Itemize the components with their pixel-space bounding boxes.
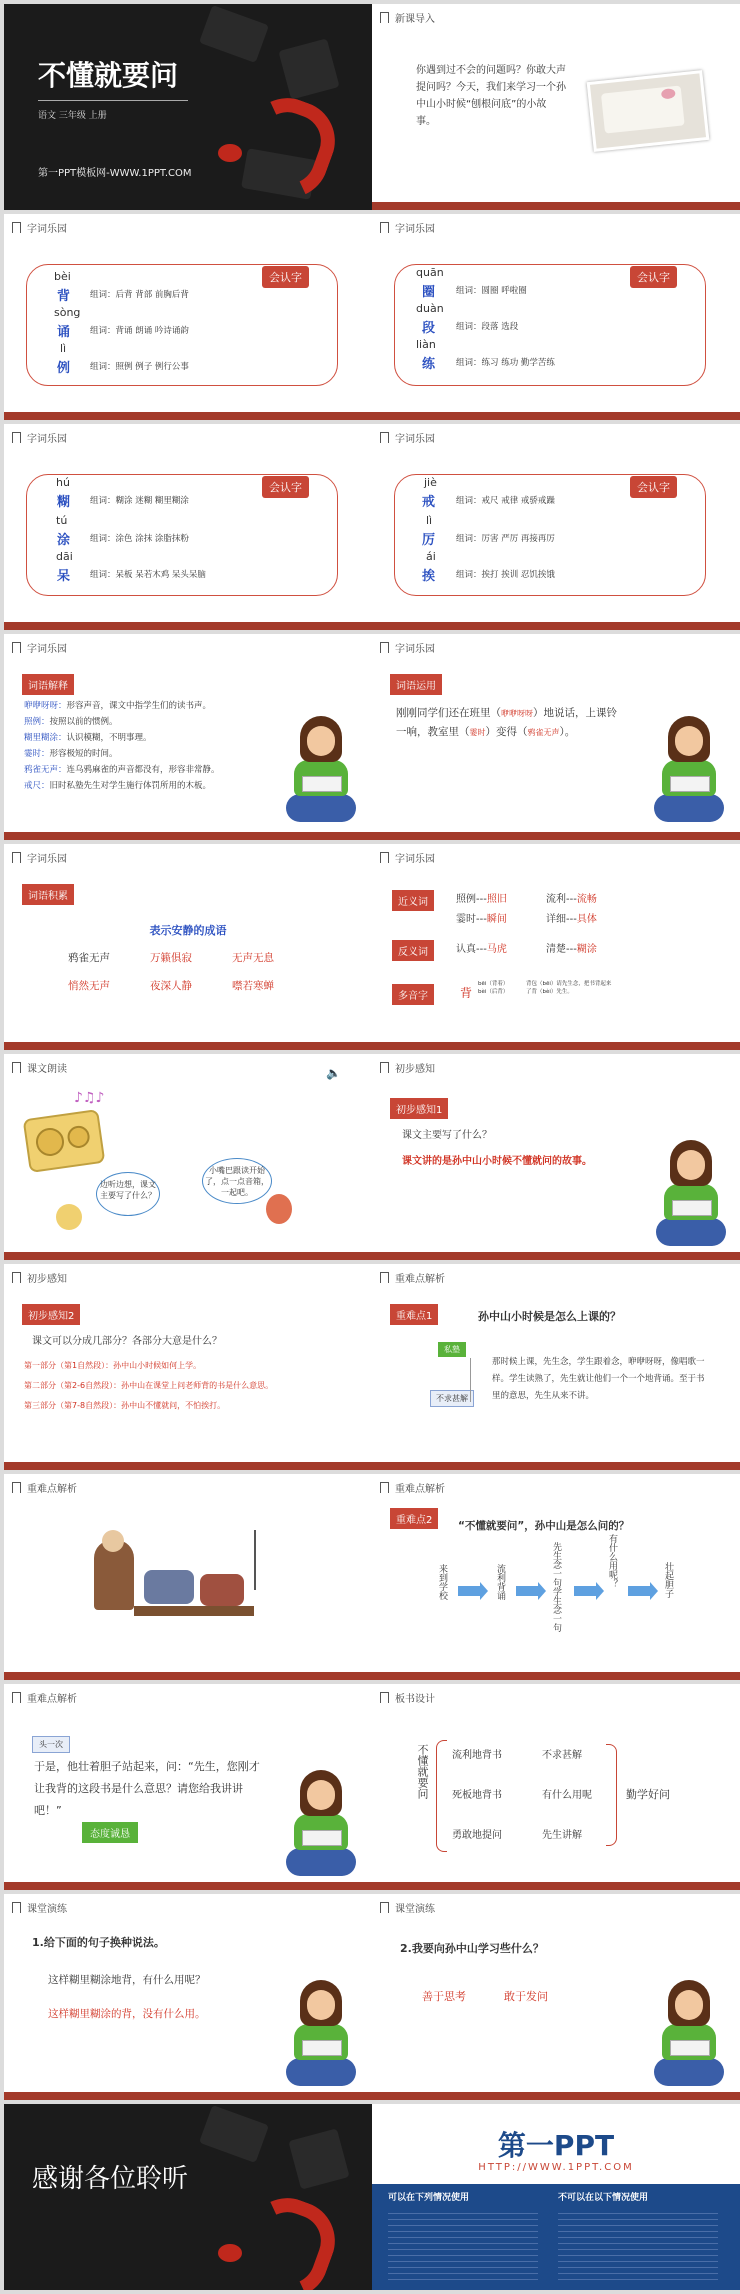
hanzi: 涂 <box>57 533 71 548</box>
slide-title[interactable] <box>4 4 372 210</box>
board-right: 有什么用呢 <box>542 1790 592 1801</box>
word-group: 组词：挨打 挨训 忍饥挨饿 <box>456 570 555 580</box>
flow-step: 来到学校 <box>437 1564 447 1600</box>
slide-header: 字词乐园 <box>380 220 435 235</box>
slide-key-quote[interactable] <box>4 1684 372 1890</box>
question-mark-icon <box>230 2187 346 2290</box>
section-tag: 重难点1 <box>390 1304 438 1325</box>
reading-girl-image <box>656 1140 726 1250</box>
flow-arrow-icon <box>458 1586 480 1596</box>
info-band <box>372 2184 740 2290</box>
word-group: 组词：背诵 朗诵 吟诗诵韵 <box>90 326 189 336</box>
pinyin: tú <box>56 514 68 527</box>
bookmark-icon <box>380 1692 389 1703</box>
board-title: 不懂就要问 <box>416 1744 429 1799</box>
pinyin: liàn <box>416 338 436 351</box>
synonym-pair: 照例---照旧 <box>456 894 507 905</box>
board-left: 流利地背书 <box>452 1750 502 1761</box>
hanzi: 厉 <box>422 533 436 548</box>
reading-girl-image <box>654 1980 724 2090</box>
polyphone-examples: 背包（bēi）请先生念，把书背起来 了背（bèi）先生。 <box>526 981 612 995</box>
synonym-tag: 近义词 <box>392 890 434 911</box>
slide-header: 重难点解析 <box>380 1480 445 1495</box>
slide-footer-bar <box>372 2092 740 2100</box>
antonym-pair: 清楚---糊涂 <box>546 944 597 955</box>
bookmark-icon <box>380 1482 389 1493</box>
bookmark-icon <box>380 642 389 653</box>
question: 孙中山小时候是怎么上课的？ <box>478 1310 621 1323</box>
flow-arrow-icon <box>574 1586 596 1596</box>
exercise-question: 1.给下面的句子换种说法。 <box>32 1936 165 1949</box>
slide-header: 字词乐园 <box>12 850 67 865</box>
forbidden-heading: 不可以在以下情况使用 <box>558 2193 649 2203</box>
idiom: 噤若寒蝉 <box>232 980 274 992</box>
slide-footer-bar <box>372 622 740 630</box>
slide-synonyms[interactable] <box>372 844 740 1050</box>
slide-header: 重难点解析 <box>12 1480 77 1495</box>
flow-arrow-icon <box>628 1586 650 1596</box>
badge: 会认字 <box>262 266 309 288</box>
bookmark-icon <box>380 1902 389 1913</box>
attitude-tag: 态度诚恳 <box>82 1822 138 1843</box>
slide-header: 课堂演练 <box>12 1900 67 1915</box>
cartoon-fruit-image <box>56 1204 82 1230</box>
slide-footer-bar <box>372 1042 740 1050</box>
label-tag: 不求甚解 <box>430 1390 474 1407</box>
slide-definitions[interactable] <box>4 634 372 840</box>
bookmark-icon <box>380 1272 389 1283</box>
badge: 会认字 <box>262 476 309 498</box>
slide-chars-3[interactable] <box>4 424 372 630</box>
word-group: 组词：圆圈 呼啦圈 <box>456 286 527 296</box>
slide-footer-bar <box>372 1672 740 1680</box>
slide-footer-bar <box>4 1882 372 1890</box>
part-summary: 第一部分（第1自然段）：孙中山小时候如何上学。 <box>24 1361 202 1370</box>
slide-intro[interactable] <box>372 4 740 210</box>
slide-footer-bar <box>372 1252 740 1260</box>
slide-illustration[interactable] <box>4 1474 372 1680</box>
hanzi: 圈 <box>422 285 436 300</box>
hanzi: 例 <box>57 361 71 376</box>
bookmark-icon <box>12 1272 21 1283</box>
section-tag: 重难点2 <box>390 1508 438 1529</box>
slide-footer-bar <box>372 832 740 840</box>
slide-idioms[interactable] <box>4 844 372 1050</box>
flow-step: 流利背诵 <box>495 1564 505 1600</box>
bookmark-icon <box>380 432 389 443</box>
definition-item: 鸦雀无声：连乌鸦麻雀的声音都没有，形容非常静。 <box>24 765 220 775</box>
bookmark-icon <box>12 1902 21 1913</box>
slide-footer-bar <box>4 412 372 420</box>
slide-footer-bar <box>4 1672 372 1680</box>
section-tag: 词语积累 <box>22 884 74 905</box>
definition-item: 照例：按照以前的惯例。 <box>24 717 118 727</box>
rewritten-sentence: 这样糊里糊涂的背，没有什么用。 <box>48 2008 206 2020</box>
slide-key-point-2[interactable] <box>372 1474 740 1680</box>
reading-girl-image <box>286 1980 356 2090</box>
bookmark-icon <box>12 1482 21 1493</box>
bookmark-icon <box>380 1062 389 1073</box>
slide-word-usage[interactable] <box>372 634 740 840</box>
question-dot-icon <box>218 2244 242 2262</box>
pinyin: lì <box>426 514 433 527</box>
definition-list <box>24 698 274 794</box>
title-divider <box>38 100 188 101</box>
slide-header: 板书设计 <box>380 1690 435 1705</box>
question-dot-icon <box>218 144 242 162</box>
pinyin: lì <box>60 342 67 355</box>
hanzi: 挨 <box>422 569 436 584</box>
thanks-title: 感谢各位聆听 <box>32 2164 189 2194</box>
slide-first-impression-2[interactable] <box>4 1264 372 1470</box>
board-right: 不求甚解 <box>542 1750 582 1761</box>
idiom-subtitle: 表示安静的成语 <box>149 924 227 937</box>
thought-bubble: 边听边想，课文主要写了什么？ <box>96 1172 160 1216</box>
music-notes-icon: ♪♫♪ <box>74 1090 105 1106</box>
slide-footer-bar <box>4 1042 372 1050</box>
badge: 会认字 <box>630 266 677 288</box>
idiom: 鸦雀无声 <box>68 952 110 964</box>
brand-logo: 第一PPT <box>497 2129 615 2162</box>
board-right: 先生讲解 <box>542 1830 582 1841</box>
allowed-list <box>388 2208 538 2284</box>
word-group: 组词：涂色 涂抹 涂脂抹粉 <box>90 534 189 544</box>
label-tag: 私塾 <box>438 1342 466 1357</box>
slide-header: 初步感知 <box>12 1270 67 1285</box>
definition-item: 糊里糊涂：认识模糊，不明事理。 <box>24 733 152 743</box>
slide-footer-bar <box>4 2092 372 2100</box>
slide-header: 新课导入 <box>380 10 435 25</box>
answer: 敢于发问 <box>504 1990 548 2003</box>
slide-header: 初步感知 <box>380 1060 435 1075</box>
section-tag: 词语运用 <box>390 674 442 695</box>
word-group: 组词：厉害 严厉 再接再厉 <box>456 534 555 544</box>
bookmark-icon <box>12 852 21 863</box>
answer: 善于思考 <box>422 1990 466 2003</box>
slide-board-design[interactable] <box>372 1684 740 1890</box>
fill-sentence: 刚刚同学们还在班里（咿咿呀呀）地说话，上课铃一响，教室里（霎时）变得（鸦雀无声）。 <box>396 707 617 738</box>
exercise-question: 2.我要向孙中山学习些什么？ <box>400 1942 544 1955</box>
hanzi: 段 <box>422 321 436 336</box>
idiom: 夜深人静 <box>150 980 192 992</box>
deck-subtitle: 语文 三年级 上册 <box>38 111 107 121</box>
allowed-heading: 可以在下列情况使用 <box>388 2193 470 2203</box>
antonym-pair: 认真---马虎 <box>456 944 507 955</box>
intro-text: 你遇到过不会的问题吗？你敢大声提问吗？今天，我们来学习一个孙中山小时候“刨根问底”的小故事。 <box>416 65 566 127</box>
bookmark-icon <box>12 432 21 443</box>
word-group: 组词：段落 选段 <box>456 322 519 332</box>
slide-footer-bar <box>372 202 740 210</box>
slide-header: 字词乐园 <box>12 220 67 235</box>
flow-step: 壮起胆子 <box>663 1562 673 1598</box>
slide-header: 字词乐园 <box>380 640 435 655</box>
polyphone-char: 背 <box>460 986 473 1000</box>
slide-header: 课堂演练 <box>380 1900 435 1915</box>
idiom: 无声无息 <box>232 952 274 964</box>
hanzi: 练 <box>422 357 436 372</box>
slide-footer-bar <box>372 1462 740 1470</box>
bookmark-icon <box>12 642 21 653</box>
question: “不懂就要问”，孙中山是怎么问的？ <box>458 1520 630 1532</box>
right-brace <box>606 1744 617 1846</box>
badge: 会认字 <box>630 476 677 498</box>
reading-girl-image <box>286 716 356 826</box>
connector-line <box>470 1358 471 1402</box>
hanzi: 糊 <box>57 495 71 510</box>
slide-footer-bar <box>4 832 372 840</box>
definition-item: 霎时：形容极短的时间。 <box>24 749 118 759</box>
pinyin: jiè <box>424 476 437 489</box>
pinyin: quān <box>416 266 444 279</box>
slide-exercise-1[interactable] <box>4 1894 372 2100</box>
pinyin: hú <box>56 476 70 489</box>
board-conclusion: 勤学好问 <box>626 1788 670 1801</box>
slide-chars-4[interactable] <box>372 424 740 630</box>
slide-header: 重难点解析 <box>12 1690 77 1705</box>
slide-chars-2[interactable] <box>372 214 740 420</box>
thought-bubble: 小嘴巴跟读开始了，点一点音箱，一起吧。 <box>202 1158 272 1204</box>
flow-step: 先生念一句学生念一句 <box>551 1542 561 1632</box>
question-mark-icon <box>230 87 346 209</box>
slide-footer-bar <box>372 412 740 420</box>
section-tag: 词语解释 <box>22 674 74 695</box>
reading-girl-image <box>286 1770 356 1880</box>
pinyin: duàn <box>416 302 444 315</box>
speaker-box-image[interactable] <box>23 1109 106 1173</box>
idiom: 悄然无声 <box>68 980 110 992</box>
slide-footer-bar <box>4 1462 372 1470</box>
pinyin: sòng <box>54 306 81 319</box>
slide-template-info[interactable] <box>372 2104 740 2290</box>
slide-chars-1[interactable] <box>4 214 372 420</box>
answer: 课文讲的是孙中山小时候不懂就问的故事。 <box>402 1156 592 1167</box>
quote-text: 于是，他壮着胆子站起来，问：“先生，您刚才让我背的这段书是什么意思？请您给我讲讲吧！” <box>34 1760 260 1817</box>
word-group: 组词：呆板 呆若木鸡 呆头呆脑 <box>90 570 206 580</box>
bookmark-icon <box>380 852 389 863</box>
synonym-pair: 详细---具体 <box>546 914 597 925</box>
word-group: 组词：照例 例子 例行公事 <box>90 362 189 372</box>
book-photo <box>587 70 710 152</box>
synonym-pair: 霎时---瞬间 <box>456 914 507 925</box>
slide-footer-bar <box>4 1252 372 1260</box>
slide-reading[interactable] <box>4 1054 372 1260</box>
bookmark-icon <box>12 1062 21 1073</box>
pinyin: bèi <box>54 270 71 283</box>
definition-item: 戒尺：旧时私塾先生对学生施行体罚所用的木板。 <box>24 781 212 791</box>
part-summary: 第三部分（第7-8自然段）：孙中山不懂就问，不怕挨打。 <box>24 1401 226 1410</box>
hanzi: 戒 <box>422 495 436 510</box>
passage: 那时候上课，先生念，学生跟着念，咿咿呀呀，像唱歌一样。学生读熟了，先生就让他们一个一个地背诵。至于书里的意思，先生从来不讲。 <box>492 1357 705 1401</box>
forbidden-list <box>558 2208 718 2284</box>
word-group: 组词：后背 背部 前胸后背 <box>90 290 189 300</box>
word-group: 组词：糊涂 迷糊 糊里糊涂 <box>90 496 189 506</box>
hanzi: 诵 <box>57 325 71 340</box>
question: 课文主要写了什么？ <box>402 1130 492 1141</box>
flow-arrow-icon <box>516 1586 538 1596</box>
slide-footer-bar <box>4 622 372 630</box>
word-group: 组词：戒尺 戒律 戒骄戒躁 <box>456 496 555 506</box>
bookmark-icon <box>380 222 389 233</box>
polyphone-tag: 多音字 <box>392 984 434 1005</box>
brand-url[interactable]: HTTP://WWW.1PPT.COM <box>478 2162 634 2173</box>
slide-exercise-2[interactable] <box>372 1894 740 2100</box>
hanzi: 背 <box>57 289 71 304</box>
bookmark-icon <box>12 1692 21 1703</box>
speaker-icon[interactable]: 🔈 <box>326 1066 341 1080</box>
slide-header: 字词乐园 <box>380 430 435 445</box>
slide-first-impression-1[interactable] <box>372 1054 740 1260</box>
hanzi: 呆 <box>57 569 71 584</box>
board-left: 死板地背书 <box>452 1790 502 1801</box>
synonym-pair: 流利---流畅 <box>546 894 597 905</box>
slide-header: 课文朗读 <box>12 1060 67 1075</box>
deck-title: 不懂就要问 <box>38 59 179 92</box>
slide-header: 字词乐园 <box>12 640 67 655</box>
antonym-tag: 反义词 <box>392 940 434 961</box>
original-sentence: 这样糊里糊涂地背，有什么用呢？ <box>48 1974 206 1986</box>
slide-header: 字词乐园 <box>380 850 435 865</box>
slide-header: 字词乐园 <box>12 430 67 445</box>
slide-key-point-1[interactable] <box>372 1264 740 1470</box>
bookmark-icon <box>12 222 21 233</box>
word-group: 组词：练习 练功 勤学苦练 <box>456 358 555 368</box>
deck-footer: 第一PPT模板网-WWW.1PPT.COM <box>38 168 192 179</box>
bookmark-icon <box>380 12 389 23</box>
slide-thanks[interactable] <box>4 2104 372 2290</box>
cartoon-fruit-image <box>266 1194 292 1224</box>
definition-item: 咿咿呀呀：形容声音，课文中指学生们的读书声。 <box>24 701 212 711</box>
pinyin: ái <box>426 550 436 563</box>
section-tag: 初步感知1 <box>390 1098 448 1119</box>
slide-header: 重难点解析 <box>380 1270 445 1285</box>
flow-step: 有什么用呢？ <box>607 1534 617 1588</box>
question: 课文可以分成几部分？各部分大意是什么？ <box>32 1336 222 1347</box>
idiom: 万籁俱寂 <box>150 952 192 964</box>
classroom-painting-image <box>74 1530 284 1640</box>
slide-footer-bar <box>372 1882 740 1890</box>
left-brace <box>436 1740 447 1852</box>
polyphone-readings: bēi（背着） bèi（后背） <box>478 981 509 995</box>
pinyin: dāi <box>56 550 73 563</box>
board-left: 勇敢地提问 <box>452 1830 502 1841</box>
part-summary: 第二部分（第2-6自然段）：孙中山在课堂上问老师背的书是什么意思。 <box>24 1381 274 1390</box>
reading-girl-image <box>654 716 724 826</box>
label-tag: 头一次 <box>32 1736 70 1753</box>
section-tag: 初步感知2 <box>22 1304 80 1325</box>
